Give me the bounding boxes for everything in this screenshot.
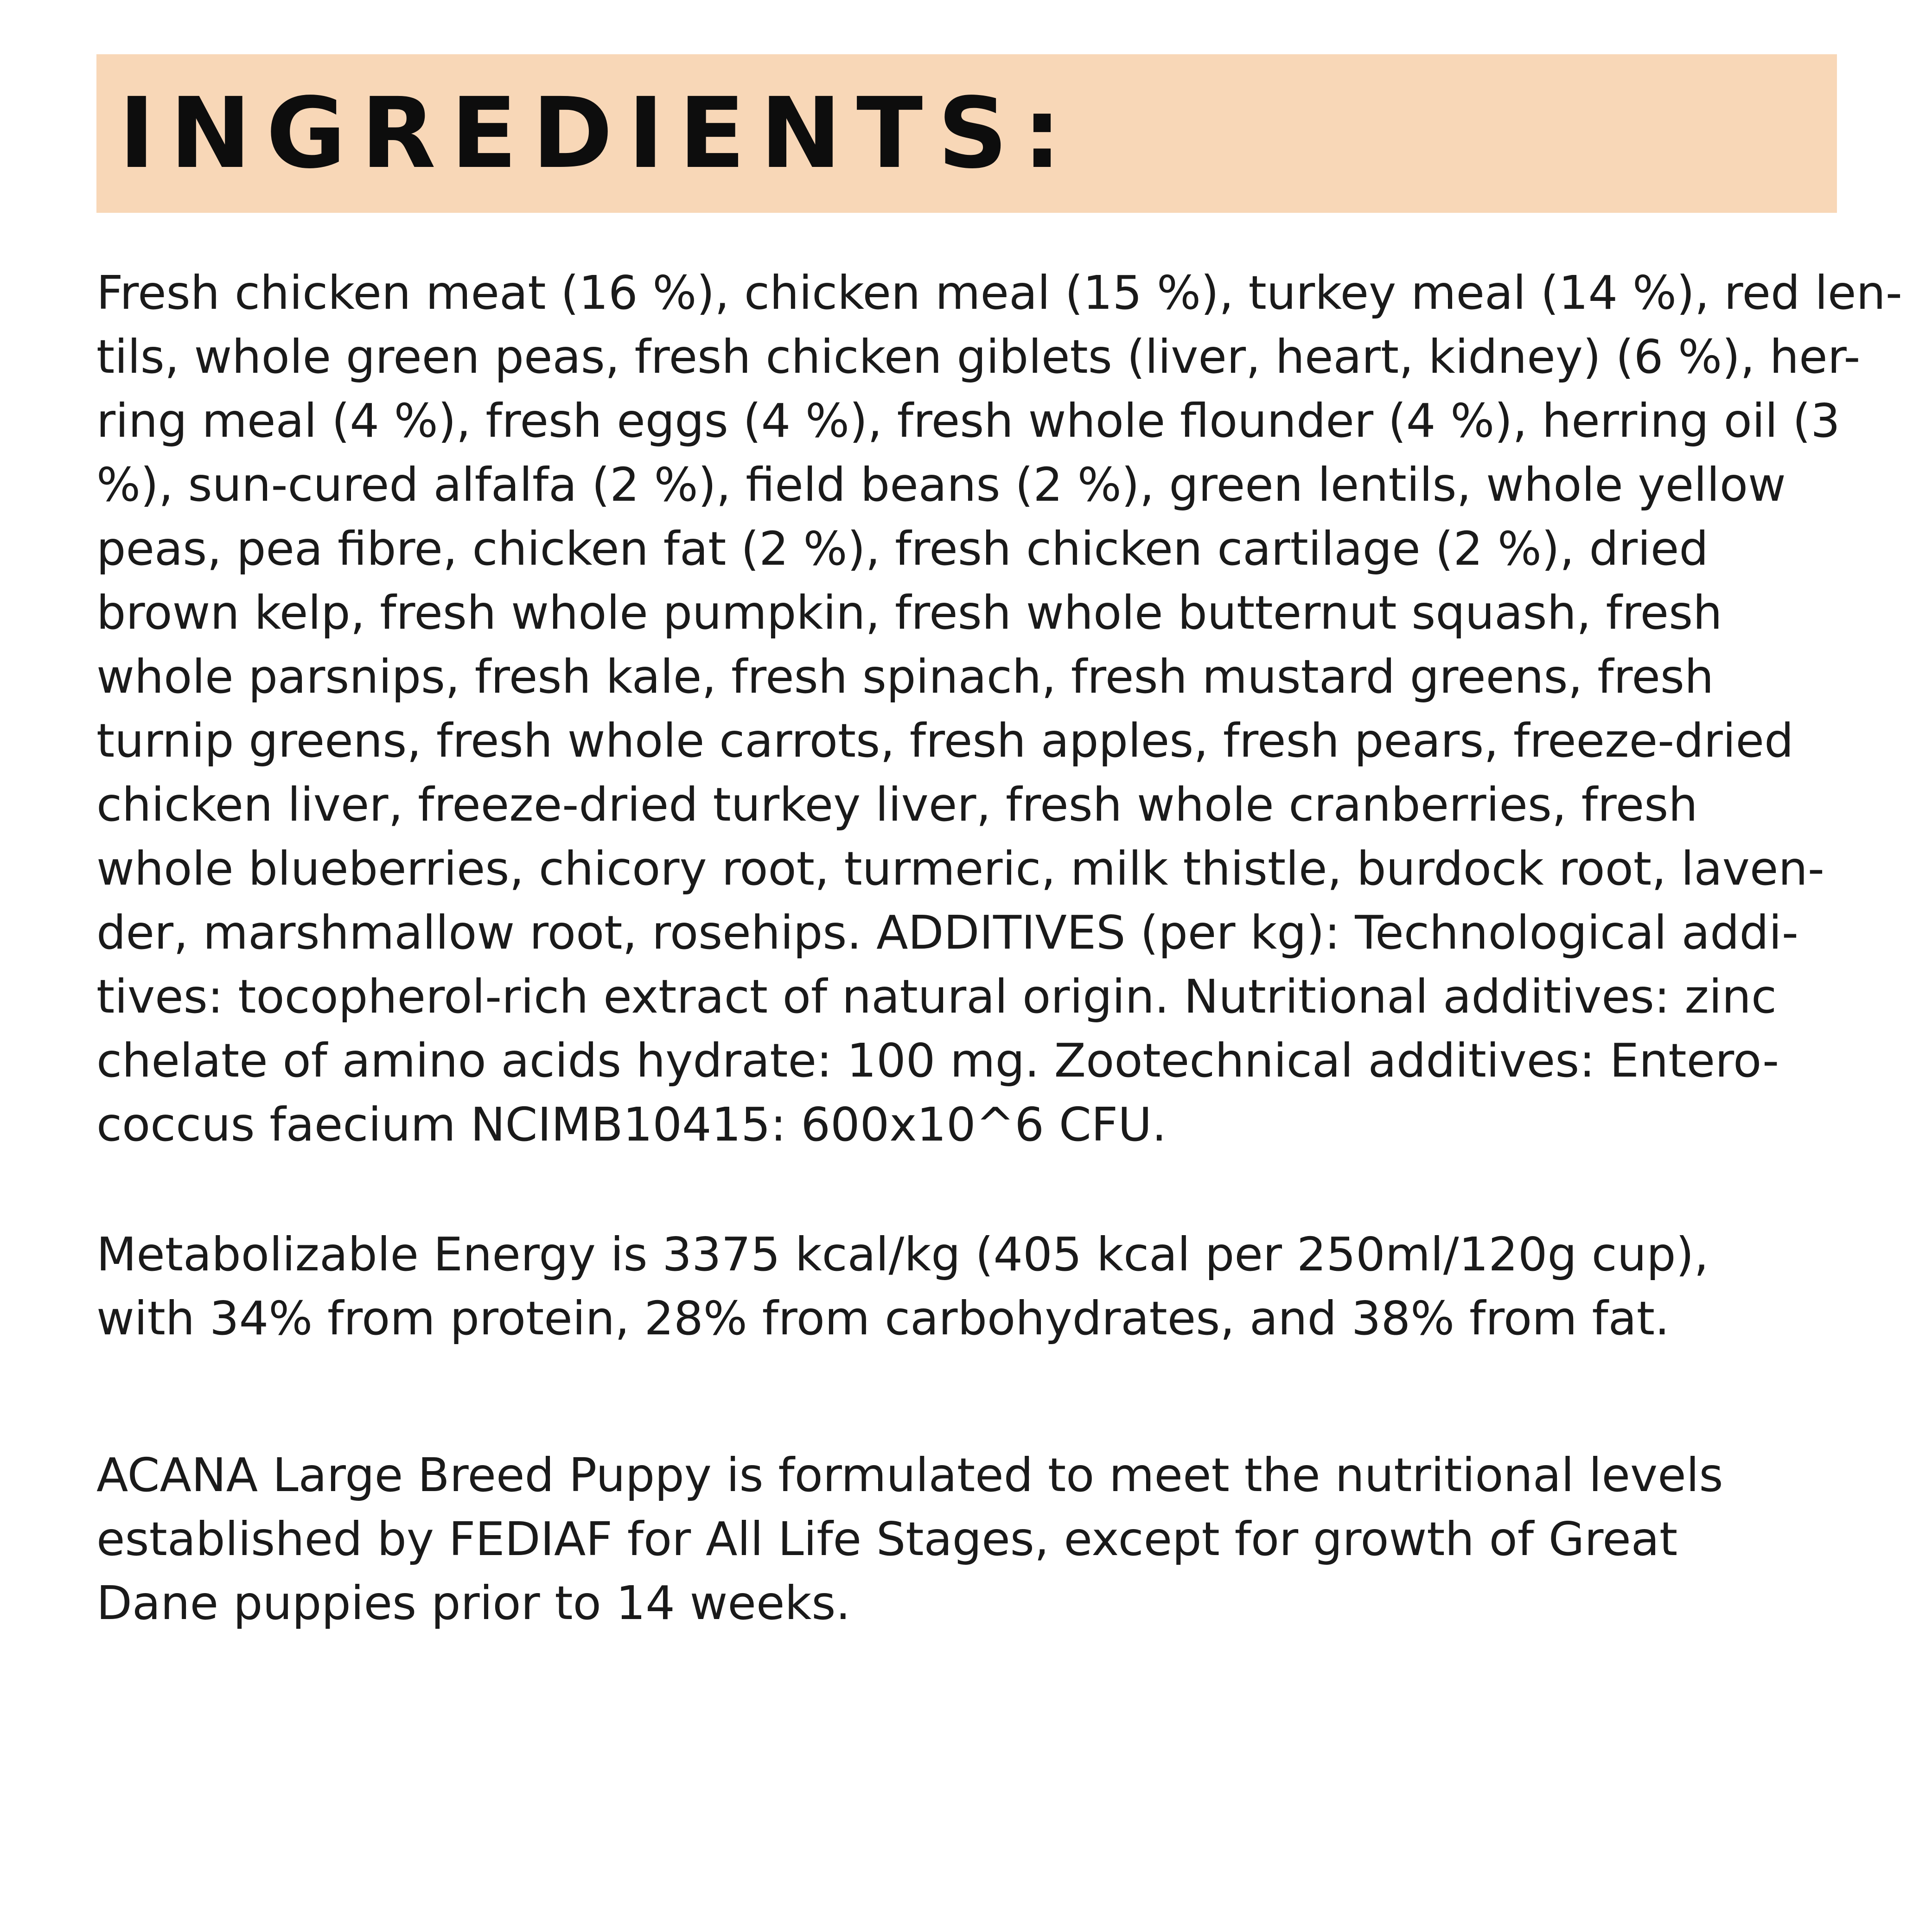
ingredients-line: whole blueberries, chicory root, turmeric, milk thistle, burdock root, laven- bbox=[96, 842, 1824, 896]
standards-line: Dane puppies prior to 14 weeks. bbox=[96, 1576, 851, 1630]
energy-line: Metabolizable Energy is 3375 kcal/kg (405 kcal per 250ml/120g cup), bbox=[96, 1227, 1709, 1282]
ingredients-line: chelate of amino acids hydrate: 100 mg. Zootechnical additives: Entero- bbox=[96, 1033, 1779, 1088]
standards-line: established by FEDIAF for All Life Stages, except for growth of Great bbox=[96, 1512, 1678, 1566]
ingredients-line: brown kelp, fresh whole pumpkin, fresh whole butternut squash, fresh bbox=[96, 586, 1722, 640]
ingredients-line: whole parsnips, fresh kale, fresh spinach, fresh mustard greens, fresh bbox=[96, 650, 1714, 704]
page-title: INGREDIENTS: bbox=[119, 77, 1077, 190]
ingredients-line: Fresh chicken meat (16 %), chicken meal (15 %), turkey meal (14 %), red len- bbox=[96, 266, 1903, 320]
ingredients-line: ring meal (4 %), fresh eggs (4 %), fresh whole flounder (4 %), herring oil (3 bbox=[96, 394, 1840, 448]
ingredients-line: turnip greens, fresh whole carrots, fresh apples, fresh pears, freeze-dried bbox=[96, 714, 1794, 768]
standards-paragraph bbox=[96, 1443, 1837, 1635]
ingredients-paragraph bbox=[96, 261, 1903, 1157]
standards-line: ACANA Large Breed Puppy is formulated to meet the nutritional levels bbox=[96, 1448, 1723, 1502]
header-banner bbox=[96, 54, 1837, 213]
energy-paragraph bbox=[96, 1223, 1837, 1351]
ingredients-line: chicken liver, freeze-dried turkey liver, fresh whole cranberries, fresh bbox=[96, 778, 1698, 832]
ingredients-line: %), sun-cured alfalfa (2 %), field beans (2 %), green lentils, whole yellow bbox=[96, 458, 1786, 512]
ingredients-line: der, marshmallow root, rosehips. ADDITIVES (per kg): Technological addi- bbox=[96, 905, 1798, 960]
ingredients-line: coccus faecium NCIMB10415: 600x10^6 CFU. bbox=[96, 1097, 1167, 1152]
ingredients-line: peas, pea fibre, chicken fat (2 %), fresh chicken cartilage (2 %), dried bbox=[96, 522, 1709, 576]
energy-line: with 34% from protein, 28% from carbohydrates, and 38% from fat. bbox=[96, 1291, 1670, 1345]
ingredients-line: tils, whole green peas, fresh chicken giblets (liver, heart, kidney) (6 %), her- bbox=[96, 330, 1861, 384]
ingredients-line: tives: tocopherol-rich extract of natural origin. Nutritional additives: zinc bbox=[96, 969, 1777, 1024]
